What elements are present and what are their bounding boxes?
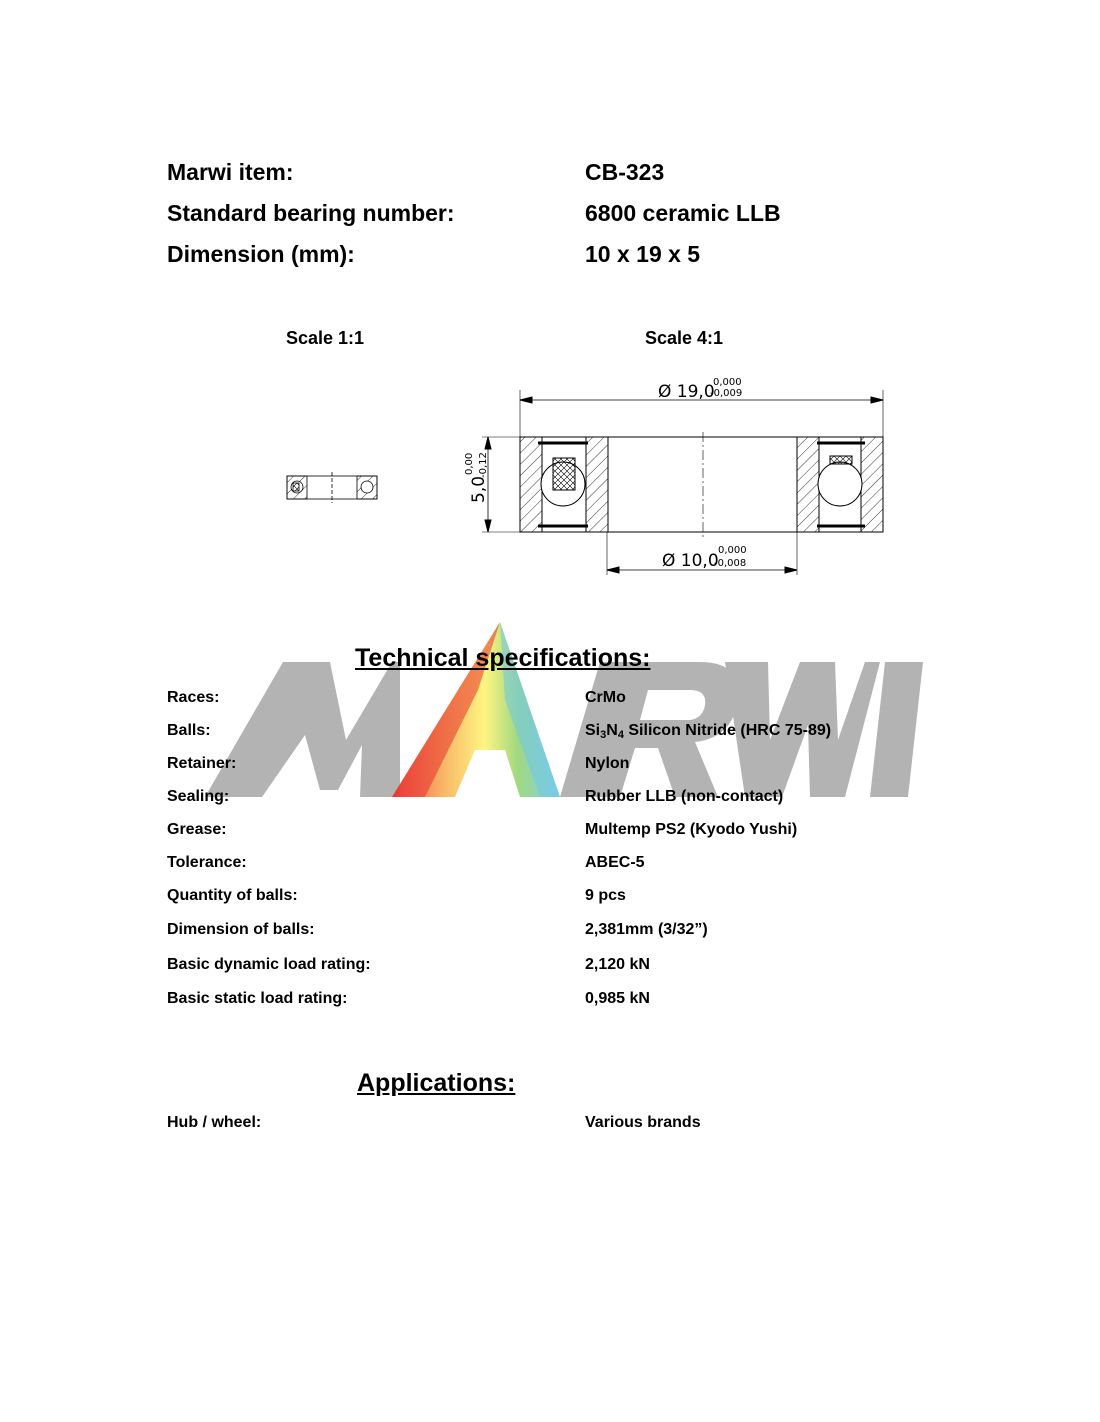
outer-diameter-text: Ø 19,0 <box>658 382 715 402</box>
spec-label-retainer: Retainer: <box>167 755 237 772</box>
bearing-small-drawing <box>287 472 377 503</box>
width-tol-upper: 0,00 <box>464 452 475 475</box>
spec-label-static-load: Basic static load rating: <box>167 990 348 1007</box>
technical-title: Technical specifications: <box>355 644 651 672</box>
spec-value-quantity: 9 pcs <box>585 887 626 904</box>
spec-value-tolerance: ABEC-5 <box>585 854 645 871</box>
spec-value-retainer: Nylon <box>585 755 630 772</box>
scale-large-label: Scale 4:1 <box>645 328 724 348</box>
header-label-standard: Standard bearing number: <box>167 200 455 226</box>
spec-value-sealing: Rubber LLB (non-contact) <box>585 788 784 805</box>
outer-tol-upper: 0,000 <box>713 377 742 388</box>
spec-value-grease: Multemp PS2 (Kyodo Yushi) <box>585 821 798 838</box>
header-value-standard: 6800 ceramic LLB <box>585 200 781 226</box>
header-value-dimension: 10 x 19 x 5 <box>585 241 701 267</box>
spec-value-balls: $Si_3N_4$ Silicon Nitride (HRC 75-89) <box>585 722 832 741</box>
spec-label-races: Races: <box>167 689 220 706</box>
inner-tol-lower: -0,008 <box>714 558 747 569</box>
inner-diameter-text: Ø 10,0 <box>662 551 719 571</box>
header-value-item: CB-323 <box>585 159 665 185</box>
spec-label-balls: Balls: <box>167 722 211 739</box>
spec-value-races: CrMo <box>585 689 626 706</box>
bearing-drawings <box>0 0 1100 620</box>
applications-title: Applications: <box>357 1069 516 1097</box>
spec-label-quantity: Quantity of balls: <box>167 887 298 904</box>
spec-value-dynamic-load: 2,120 kN <box>585 956 650 973</box>
header-label-item: Marwi item: <box>167 159 294 185</box>
scale-small-label: Scale 1:1 <box>286 328 365 348</box>
spec-label-tolerance: Tolerance: <box>167 854 247 871</box>
bearing-large-drawing <box>482 390 883 575</box>
spec-label-dynamic-load: Basic dynamic load rating: <box>167 956 371 973</box>
spec-value-ball-dimension: 2,381mm (3/32”) <box>585 921 708 938</box>
inner-tol-upper: 0,000 <box>718 545 747 556</box>
spec-value-static-load: 0,985 kN <box>585 990 650 1007</box>
application-label-hub: Hub / wheel: <box>167 1114 262 1131</box>
spec-label-grease: Grease: <box>167 821 227 838</box>
spec-label-sealing: Sealing: <box>167 788 230 805</box>
outer-tol-lower: -0,009 <box>710 388 743 399</box>
width-tol-lower: -0,12 <box>478 452 489 478</box>
width-text: 5,0 <box>469 475 489 503</box>
application-value-hub: Various brands <box>585 1114 701 1131</box>
spec-label-ball-dimension: Dimension of balls: <box>167 921 315 938</box>
header-label-dimension: Dimension (mm): <box>167 241 355 267</box>
